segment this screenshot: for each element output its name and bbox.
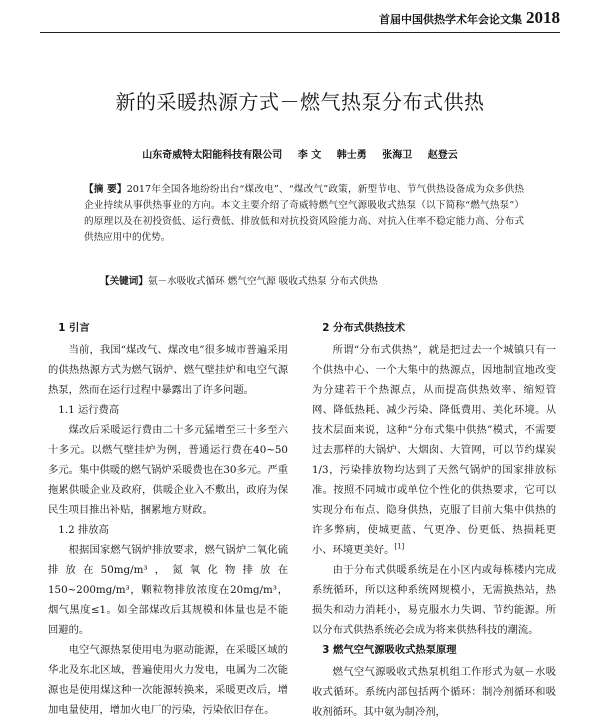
- paragraph: [312, 340, 556, 560]
- section-heading: 1 引言: [58, 322, 90, 334]
- left-column: [48, 318, 288, 720]
- author-name: 韩士勇: [336, 150, 367, 161]
- paper-title: 新的采暖热源方式－燃气热泵分布式供热: [115, 90, 485, 114]
- section-heading: 2 分布式供热技术: [322, 322, 406, 334]
- abstract: [84, 182, 524, 246]
- running-head: [379, 8, 560, 28]
- author-line: [0, 146, 600, 161]
- abstract-label: 【摘 要】: [84, 184, 127, 195]
- right-column: [312, 318, 556, 722]
- keywords: [100, 274, 530, 290]
- subsection-heading: 1.2 排放高: [58, 524, 109, 536]
- header-rule: [40, 32, 560, 33]
- section-heading: 3 燃气空气源吸收式热泵原理: [322, 644, 457, 656]
- paragraph: 根据国家燃气锅炉排放要求，燃气锅炉二氧化硫排放在50mg/m³，氮氧化物排放在150~200mg/m³，颗粒物排放浓度在20mg/m³，烟气黑度≤1。如全部煤改后其规模和体量也是不能回避的。: [48, 544, 288, 636]
- keywords-label: 【关键词】: [100, 276, 148, 287]
- paragraph-text: 所谓“分布式供热”，就是把过去一个城镇只有一个供热中心、一个大集中的热源点，因地制宜地改变为分建若干个热源点，从而提高供热效率、缩短管网、降低热耗、减少污染、降低费用、美化环境。从技术层面来说，这种“分布式集中供热”模式，不需要过去那样的大锅炉、大烟囱、大管网，可以节约煤炭1/3，污染排放物均达到了天然气锅炉的国家排放标准。按照不同城市或单位个性化的供热要求，它可以实现分布布点、隐身供热，克服了目前大集中供热的许多弊病，使城更蓝、气更净、份更低、热损耗更小、环境更美好。: [312, 344, 556, 556]
- running-year: 2018: [526, 8, 560, 27]
- paragraph: 燃气空气源吸收式热泵机组工作形式为氨－水吸收式循环。系统内部包括两个循环：制冷剂循环和吸收剂循环。其中氨为制冷剂，: [312, 666, 556, 718]
- paragraph: 电空气源热泵使用电为驱动能源，在采暖区域的华北及东北区域，普遍使用火力发电，电属为二次能源也是使用煤这种一次能源转换来，采暖更改后，增加电量使用，增加火电厂的污染，污染依旧存在。: [48, 644, 288, 716]
- author-name: 赵登云: [427, 150, 458, 161]
- paragraph: 煤改后采暖运行费由二十多元猛增至三十多至六十多元。以燃气壁挂炉为例，普通运行费在40~50多元。集中供暖的燃气锅炉采暖费也在30多元。严重拖累供暖企业及政府，供暖企业入不敷出，政府为保民生项目推出补贴，捆累地方财政。: [48, 424, 288, 516]
- author-name: 李 文: [297, 150, 322, 161]
- abstract-text: 2017年全国各地纷纷出台“煤改电”、“煤改气”政策，新型节电、节气供热设备成为众多供热企业持续从事供热事业的方向。本文主要介绍了奇威特燃气空气源吸收式热泵（以下简称“燃气热泵”）的原理以及在初投资低、运行费低、排放低和对抗投资风险能力高、对抗入住率不稳定能力高、分布式供热应用中的优势。: [84, 184, 524, 243]
- author-name: 张海卫: [382, 150, 413, 161]
- affiliation: 山东奇威特太阳能科技有限公司: [142, 150, 283, 161]
- subsection-heading: 1.1 运行费高: [58, 404, 120, 416]
- paragraph: 当前，我国“煤改气、煤改电”很多城市普遍采用的供热热源方式为燃气锅炉、燃气壁挂炉和电空气源热泵，然而在运行过程中暴露出了许多问题。: [48, 344, 288, 396]
- paragraph: 由于分布式供暖系统是在小区内或每栋楼内完成系统循环，所以这种系统网规模小，无需换热站，热损失和动力消耗小，易克服水力失调、节约能源。所以分布式供热系统必会成为将来供热科技的潮流。: [312, 564, 556, 636]
- keywords-text: 氨－水吸收式循环 燃气空气源 吸收式热泵 分布式供热: [147, 276, 378, 287]
- running-title: 首届中国供热学术年会论文集: [379, 13, 522, 26]
- citation: [1]: [394, 542, 405, 551]
